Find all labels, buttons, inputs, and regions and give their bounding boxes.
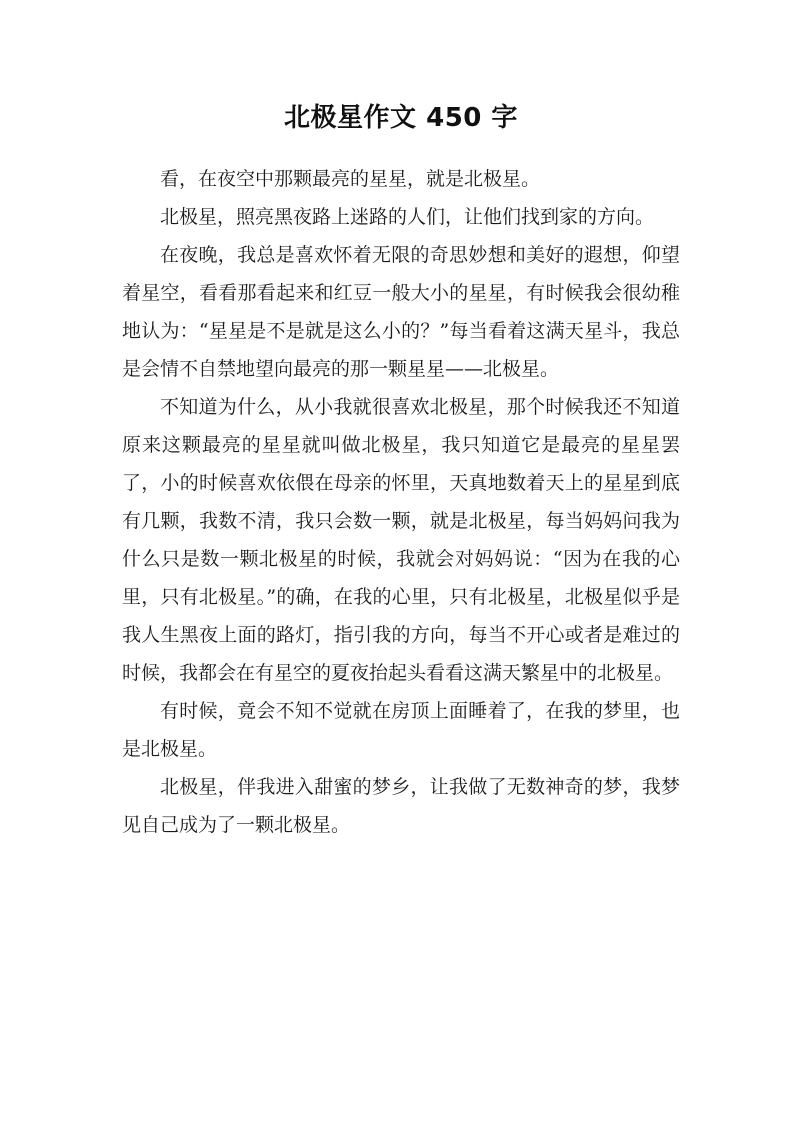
essay-body <box>122 160 680 844</box>
paragraph-1: 看，在夜空中那颗最亮的星星，就是北极星。 <box>160 168 541 190</box>
paragraph-4: 不知道为什么，从小我就很喜欢北极星，那个时候我还不知道原来这颗最亮的星星就叫做北极星，我只知道它是最亮的星星罢了，小的时候喜欢依偎在母亲的怀里，天真地数着天上的星星到底有几颗，我数不清，我只会数一颗，就是北极星，每当妈妈问我为什么只是数一颗北极星的时候，我就会对妈妈说：“因为在我的心里，只有北极星。”的确，在我的心里，只有北极星，北极星似乎是我人生黑夜上面的路灯，指引我的方向，每当不开心或者是难过的时候，我都会在有星空的夏夜抬起头看看这满天繁星中的北极星。 <box>122 396 680 684</box>
paragraph-6: 北极星，伴我进入甜蜜的梦乡，让我做了无数神奇的梦，我梦见自己成为了一颗北极星。 <box>122 776 680 836</box>
paragraph-3: 在夜晚，我总是喜欢怀着无限的奇思妙想和美好的遐想，仰望着星空，看看那看起来和红豆一般大小的星星，有时候我会很幼稚地认为：“星星是不是就是这么小的？”每当看着这满天星斗，我总是会情不自禁地望向最亮的那一颗星星——北极星。 <box>122 244 680 380</box>
paragraph-2: 北极星，照亮黑夜路上迷路的人们，让他们找到家的方向。 <box>160 206 655 228</box>
page-title: 北极星作文 450 字 <box>284 103 518 133</box>
paragraph-5: 有时候，竟会不知不觉就在房顶上面睡着了，在我的梦里，也是北极星。 <box>122 700 680 760</box>
